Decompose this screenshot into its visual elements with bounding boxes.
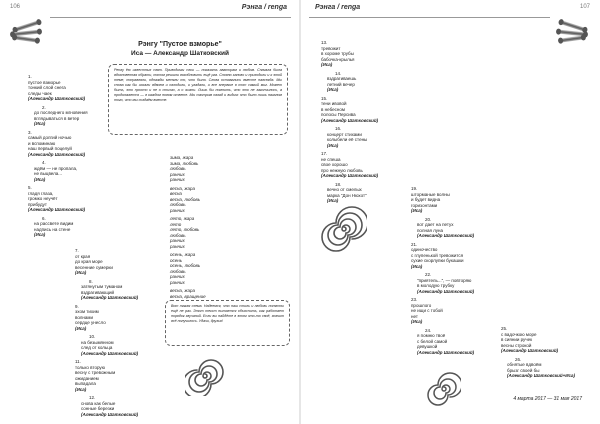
stanza-line: гладя глаза, xyxy=(28,190,54,196)
stanza-column-2b xyxy=(411,186,496,358)
stanza xyxy=(75,304,147,332)
spiral-ornament-icon xyxy=(427,372,461,406)
stanza-author: (Иса) xyxy=(34,232,46,237)
stanza-number: 11. xyxy=(75,359,81,364)
stanza-column-2a xyxy=(321,40,406,207)
stanza xyxy=(411,242,496,270)
stanza-line: тревожит xyxy=(321,45,341,51)
stanza-author: (Александр Шатковский) xyxy=(501,348,559,353)
stanza-line: "приятель...", — повторяю xyxy=(417,277,472,283)
stanza-line: брызг своей бы xyxy=(507,367,540,373)
stanza-line: полосы Персива xyxy=(321,112,356,117)
renga-authors: Иса — Александр Шатковский xyxy=(131,50,229,57)
stanza-line: полная луна xyxy=(417,227,444,233)
stanza-line: я помню твоё xyxy=(417,333,446,338)
stanza-line: затянутым туманом xyxy=(81,284,123,289)
stanza-number: 8. xyxy=(89,278,93,284)
stanza xyxy=(321,71,406,93)
stanza-line: вздрагивающий xyxy=(81,289,115,295)
stanza-line: с глупенькой тревожится xyxy=(411,252,464,258)
spiral-ornament-icon xyxy=(321,206,367,252)
stanza xyxy=(75,248,147,276)
stanza-column-1b xyxy=(75,248,147,420)
scheme-line: ранних xyxy=(170,279,185,285)
scheme-line: лето xyxy=(170,221,182,227)
stanza-line: не спеша xyxy=(321,156,341,162)
stanza xyxy=(28,130,100,158)
stanza-line: от края xyxy=(75,253,91,259)
stanza-author: (Иса) xyxy=(327,198,339,203)
stanza-number: 4. xyxy=(42,160,46,165)
scheme-line: осень, любовь xyxy=(170,263,201,268)
stanza-line: вздрагиваешь xyxy=(327,76,357,81)
stanza-author: (Александр Шатковский) xyxy=(28,207,86,212)
stanza-author: (Александр Шатковский) xyxy=(417,233,475,238)
stanza-number: 15. xyxy=(321,95,328,101)
stanza-line: летний вечер xyxy=(327,81,355,87)
stanza-line: тени ивовой xyxy=(321,101,347,106)
stanza-line: вечно от смелых xyxy=(327,187,362,192)
scheme-line: ранних xyxy=(170,171,185,177)
stanza-line: волнами xyxy=(75,314,93,320)
stanza-line: сердце унесло xyxy=(75,320,106,325)
stanza-line: в сиянии ручек xyxy=(501,337,533,342)
stanza xyxy=(75,359,147,392)
stanza-line: прибудут xyxy=(28,201,47,207)
stanza-author: (Иса) xyxy=(75,270,87,275)
stanza-author: (Александр Шатковский) xyxy=(28,96,86,101)
scheme-line: весна, жара xyxy=(170,288,196,293)
stanza-line: весны строкой xyxy=(501,342,532,348)
stanza-author: (Иса) xyxy=(34,121,46,126)
note-box: Вот такая схема. Надеемся, что наш стиль и любовь понятны ещё не раз. Этот текст пытается объяснить, как работает порядок звучаний. Если вы найдёте в этом что-то своё, значит всё получилось. Удачи, друзья! xyxy=(165,300,290,346)
stanza-line: и будет видна xyxy=(411,197,441,202)
stanza xyxy=(411,217,496,239)
stanza-line: громко неучёт xyxy=(28,196,58,201)
header-rule xyxy=(309,17,550,18)
stanza xyxy=(411,328,496,356)
stanza-line: только вторую xyxy=(75,364,106,370)
stanza-number: 26. xyxy=(515,356,522,362)
stanza-number: 17. xyxy=(321,151,328,156)
stanza xyxy=(28,74,100,102)
page-number: 107 xyxy=(579,4,590,10)
stanza-author: (Иса) xyxy=(411,208,423,213)
stanza-line: тонкий слой снега xyxy=(28,85,66,90)
stanza-author: (Александр Шатковский) xyxy=(321,173,379,178)
page-header xyxy=(301,2,600,16)
stanza-author: (Александр Шатковский) xyxy=(28,151,86,157)
stanza-line: и вспоминаю xyxy=(28,140,56,146)
stanza-line: самый долгий ночью xyxy=(28,135,72,140)
season-scheme xyxy=(170,155,230,299)
stanza-line: наш первый поцелуй xyxy=(28,146,72,151)
stanza-author: (Иса) xyxy=(75,386,87,392)
stanza-line: в молодую трубку xyxy=(417,283,455,288)
stanza-author: (Иса) xyxy=(327,87,339,92)
stanza-number: 13. xyxy=(321,40,328,45)
stanza xyxy=(411,297,496,325)
stanza-line: на безымянном xyxy=(81,339,114,345)
date-footer: 4 марта 2017 — 31 мая 2017 xyxy=(513,396,582,402)
page-number: 106 xyxy=(10,4,21,10)
scheme-line: любовь xyxy=(170,232,186,238)
stanza-number: 9. xyxy=(75,303,79,309)
stanza-author: (Александр Шатковский+Иса) xyxy=(507,373,575,378)
stanza-author: (Александр Шатковский) xyxy=(81,295,139,300)
stanza-number: 19. xyxy=(411,186,418,191)
stanza-line: не ищи с тобой xyxy=(411,308,443,313)
stanza-line: шторманые волны xyxy=(411,191,450,197)
stanza xyxy=(75,279,147,301)
stanza-number: 16. xyxy=(335,126,342,131)
header-title: Рэнга / renga xyxy=(241,4,287,11)
stanza-line: на рассвете видим xyxy=(34,221,74,226)
stanza-number: 25. xyxy=(501,326,508,331)
stanza-number: 5. xyxy=(28,185,32,190)
stanza-line: следы чаек xyxy=(28,90,52,96)
stanza-number: 24. xyxy=(425,327,432,333)
stanza-number: 18. xyxy=(335,181,342,187)
stanza-author: (Александр Шатковский) xyxy=(417,288,475,294)
stanza-line: до последнего мгновения xyxy=(34,110,88,115)
stanza-author: (Иса) xyxy=(321,62,333,67)
stanza-author: (Иса) xyxy=(327,142,339,148)
stanza xyxy=(321,96,406,124)
stanza xyxy=(321,151,406,179)
stanza-line: ждём — не пропала, xyxy=(34,165,78,171)
stanza-line: в хороме трубы xyxy=(321,51,354,56)
stanza-number: 20. xyxy=(425,216,432,222)
scrolls-ornament-icon xyxy=(556,22,590,44)
stanza-line: снова как белые xyxy=(81,400,116,406)
stanza-line: до края море xyxy=(75,259,103,264)
stanza-line: девушкой xyxy=(417,344,438,349)
stanza-line: весенние сумерки xyxy=(75,264,113,270)
scrolls-ornament-icon xyxy=(10,22,44,44)
stanza-column-1a xyxy=(28,74,100,241)
stanza-line: колыбели её стены xyxy=(327,137,368,142)
stanza-number: 2. xyxy=(42,104,46,110)
stanza-number: 1. xyxy=(28,74,32,79)
stanza-number: 10. xyxy=(89,334,96,339)
stanza-author: (Иса) xyxy=(411,319,423,324)
stanza-line: горизонтами xyxy=(411,202,438,208)
scheme-line: весна, любовь xyxy=(170,196,201,202)
stanza xyxy=(501,357,596,379)
stanza-number: 3. xyxy=(28,129,32,135)
page-title xyxy=(80,40,280,58)
stanza-author: (Иса) xyxy=(75,325,87,331)
scheme-line: любовь xyxy=(170,268,186,274)
stanza xyxy=(28,185,100,213)
stanza-author: (Александр Шатковский) xyxy=(321,117,379,123)
stanza-line: концерт стихами xyxy=(327,131,362,137)
stanza-line: свое хорошо xyxy=(321,162,348,167)
stanza-author: (Александр Шатковский) xyxy=(417,349,475,355)
spiral-ornament-icon xyxy=(185,356,225,396)
stanza-line: выпадала xyxy=(75,381,96,386)
header-title: Рэнга / renga xyxy=(315,4,361,11)
stanza-line: эхом тихим xyxy=(75,309,99,314)
stanza-number: 21. xyxy=(411,241,418,247)
intro-box: Ренгу ëю известных свят. Приводимы свои — показать аваторам и любом. Сначала была вдохновенная обрати, потом решили возобновить ещё раз. Словно заново и приходили и к этой теме, поправляли, однажды меняли то, что было. Слова оставались вместе навсегда. Мы снова как бы искали вдвоем и находили, и угадали, и все впервые в тот самый миг. Может быть, это просто и не о стихах, а о жизни. Лишь бы помнить, что это не закончилось, а продолжается — в каждом новом ответе. Мы смотрим назад и видим: это было лишь началом того, что мы создаём вместе. xyxy=(108,64,288,135)
scheme-line: ранних xyxy=(170,207,185,213)
stanza-column-2c xyxy=(501,326,596,382)
scheme-line: весна, жара xyxy=(170,185,196,191)
stanza-line: сонные березки xyxy=(81,406,115,411)
stanza-line: сухие скорлупки букашки xyxy=(411,258,464,263)
scheme-line: весна, вращение xyxy=(170,293,206,299)
stanza-author: (Александр Шатковский) xyxy=(81,350,139,356)
stanza-line: про нежную любовь xyxy=(321,167,363,173)
stanza xyxy=(501,326,596,354)
scheme-line: осень, жара xyxy=(170,252,196,257)
stanza-line: ожиданием xyxy=(75,375,99,381)
stanza-number: 7. xyxy=(75,248,79,253)
stanza-author: (Иса) xyxy=(411,263,423,269)
stanza-number: 12. xyxy=(89,395,96,400)
stanza-line: прошлого xyxy=(411,302,432,308)
stanza xyxy=(75,395,147,417)
stanza-number: 6. xyxy=(42,215,46,221)
stanza-line: пустое взморье xyxy=(28,79,61,85)
stanza-line: одиночество xyxy=(411,247,438,252)
scheme-line: любовь xyxy=(170,166,186,171)
scheme-line: любовь xyxy=(170,202,186,207)
stanza-line: с вадочкою море xyxy=(501,331,537,337)
stanza xyxy=(321,126,406,148)
stanza xyxy=(28,216,100,238)
stanza-number: 14. xyxy=(335,70,342,76)
stanza-line: с белой самой xyxy=(417,338,448,344)
scheme-line: ранних xyxy=(170,177,185,182)
stanza-number: 22. xyxy=(425,272,432,277)
stanza-line: в небесном xyxy=(321,106,345,112)
stanza xyxy=(75,334,147,356)
scheme-line: лето, любовь xyxy=(170,227,200,232)
stanza xyxy=(321,182,406,204)
stanza xyxy=(28,105,100,127)
stanza-line: обнятые вдвоём xyxy=(507,362,542,367)
stanza-line: марка "Дон Нюхот" xyxy=(327,192,367,198)
stanza-line: весну с тревожным xyxy=(75,370,116,375)
stanza-line: надпись на стене xyxy=(34,226,71,232)
stanza xyxy=(321,40,406,68)
scheme-line: весна xyxy=(170,191,182,196)
scheme-line: осень xyxy=(170,257,183,263)
scheme-line: ранних xyxy=(170,274,185,279)
stanza-line: след от кольца xyxy=(81,345,113,350)
stanza-line: вглядываться в ветер xyxy=(34,115,80,121)
stanza xyxy=(411,272,496,294)
stanza-number: 23. xyxy=(411,297,418,302)
stanza-line: нет xyxy=(411,313,418,319)
right-page xyxy=(301,0,600,424)
stanza-line: бабочка-крылья xyxy=(321,56,355,62)
stanza xyxy=(28,160,100,182)
stanza-line: не выцвела... xyxy=(34,171,63,176)
scheme-line: зима, жара xyxy=(170,155,194,160)
stanza-author: (Иса) xyxy=(34,176,46,182)
header-rule xyxy=(50,17,291,18)
stanza-line: вот дает на петух xyxy=(417,222,454,227)
stanza-author: (Александр Шатковский) xyxy=(81,411,139,417)
left-page xyxy=(0,0,299,424)
stanza xyxy=(411,186,496,214)
page-header xyxy=(0,2,299,16)
scheme-line: ранних xyxy=(170,238,185,243)
scheme-line: лето, жара xyxy=(170,216,195,221)
scheme-line: зима, любовь xyxy=(170,160,199,166)
renga-title: Рэнгу "Пустое взморье" xyxy=(138,41,222,48)
scheme-line: ранних xyxy=(170,243,185,249)
